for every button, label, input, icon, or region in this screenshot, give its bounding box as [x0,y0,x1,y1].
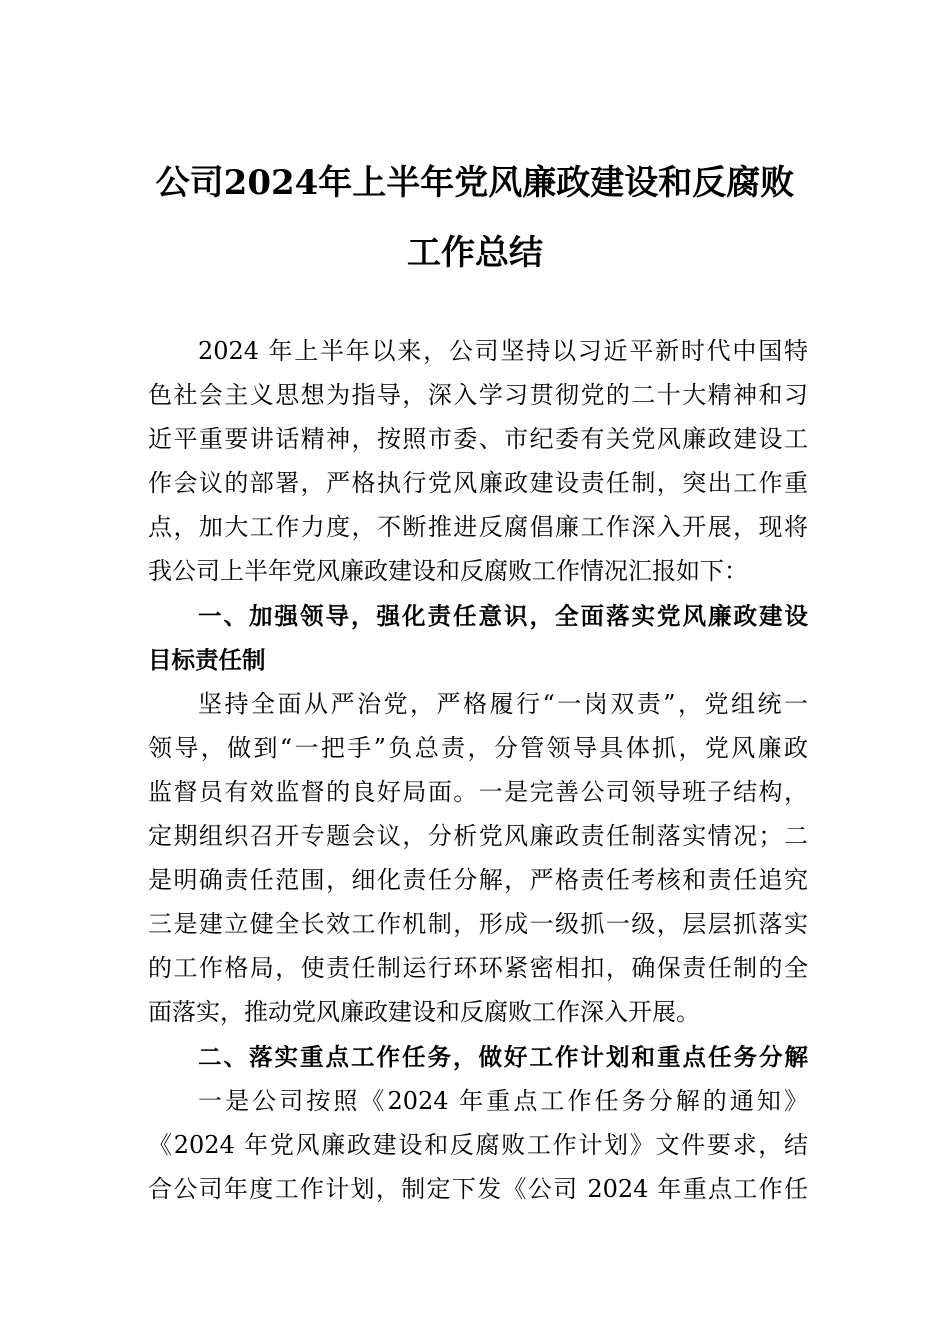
body-text-line: 一是公司按照《2024 年重点工作任务分解的通知》 [198,1087,808,1115]
body-text-line: 面落实，推动党风廉政建设和反腐败工作深入开展。 [148,998,700,1026]
section-heading-1-continued: 目标责任制 [148,646,266,674]
document-title-line-2: 工作总结 [407,233,543,273]
body-text-line: 近平重要讲话精神，按照市委、市纪委有关党风廉政建设工 [148,425,808,453]
body-text-line: 坚持全面从严治党，严格履行“一岗双责”，党组统一 [198,690,808,718]
body-text-line: 监督员有效监督的良好局面。一是完善公司领导班子结构， [148,778,808,806]
body-text-line: 三是建立健全长效工作机制，形成一级抓一级，层层抓落实 [148,910,808,938]
body-text-line: 的工作格局，使责任制运行环环紧密相扣，确保责任制的全 [148,954,808,982]
document-title-line-1: 公司2024年上半年党风廉政建设和反腐败 [155,163,795,203]
body-text-line: 定期组织召开专题会议，分析党风廉政责任制落实情况；二 [148,822,808,850]
body-text-line: 色社会主义思想为指导，深入学习贯彻党的二十大精神和习 [148,381,808,409]
section-heading-2: 二、落实重点工作任务，做好工作计划和重点任务分解 [198,1043,808,1071]
body-text-line: 我公司上半年党风廉政建设和反腐败工作情况汇报如下： [148,557,748,585]
body-text-line: 是明确责任范围，细化责任分解，严格责任考核和责任追究 [148,866,808,894]
body-text-line: 作会议的部署，严格执行党风廉政建设责任制，突出工作重 [148,469,808,497]
body-text-line: 点，加大工作力度，不断推进反腐倡廉工作深入开展，现将 [148,513,808,541]
body-text-line: 领导，做到“一把手”负总责，分管领导具体抓，党风廉政 [148,734,808,762]
body-text-line: 《2024 年党风廉政建设和反腐败工作计划》文件要求，结 [148,1131,808,1159]
body-text-line: 2024 年上半年以来，公司坚持以习近平新时代中国特 [198,337,808,365]
section-heading-1: 一、加强领导，强化责任意识，全面落实党风廉政建设 [198,602,808,630]
body-text-line: 合公司年度工作计划，制定下发《公司 2024 年重点工作任 [148,1175,808,1203]
